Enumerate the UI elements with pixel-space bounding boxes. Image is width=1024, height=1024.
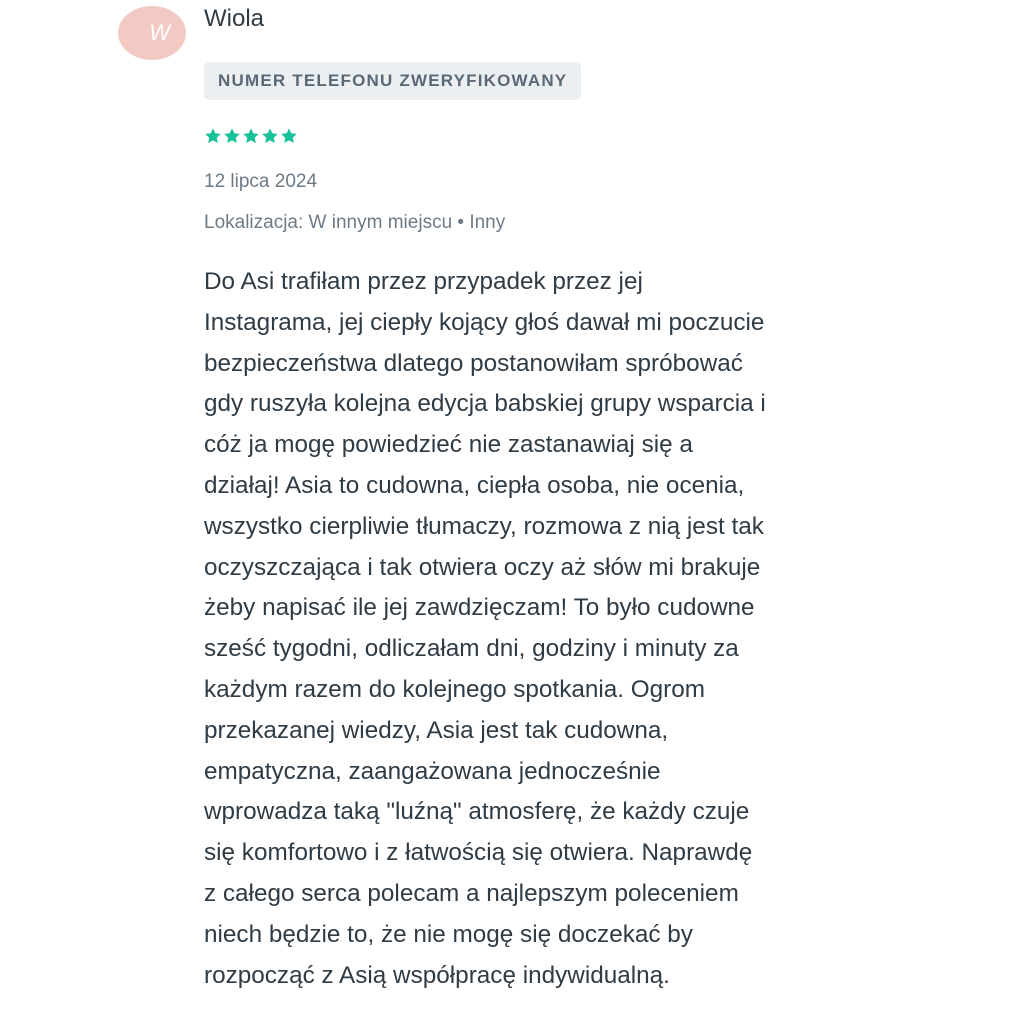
review-date: 12 lipca 2024 xyxy=(204,171,318,192)
review-author: Wiola xyxy=(204,5,265,32)
review-location: Lokalizacja: W innym miejscu • Inny xyxy=(204,212,506,233)
avatar xyxy=(118,6,186,60)
review-body-line: gdy ruszyła kolejna edycja babskiej grupy wsparcia i xyxy=(204,390,766,418)
review-body-line: wszystko cierpliwie tłumaczy, rozmowa z nią jest tak xyxy=(204,512,764,540)
avatar-initial: W xyxy=(149,20,170,45)
star-icon xyxy=(261,127,279,145)
star-icon xyxy=(280,127,298,145)
review-body-line: niech będzie to, że nie mogę się doczekać by xyxy=(204,920,693,948)
review-body-line: Instagrama, jej ciepły kojący głoś dawał mi poczucie xyxy=(204,308,765,336)
review-body-line: empatyczna, zaangażowana jednocześnie xyxy=(204,757,661,785)
star-rating xyxy=(204,127,298,145)
review-body-line: się komfortowo i z łatwością się otwiera. Naprawdę xyxy=(204,839,753,867)
verified-phone-badge: NUMER TELEFONU ZWERYFIKOWANY xyxy=(204,62,581,100)
review-body-line: cóż ja mogę powiedzieć nie zastanawiaj się a xyxy=(204,431,693,459)
star-icon xyxy=(223,127,241,145)
star-icon xyxy=(242,127,260,145)
review-body-line: przekazanej wiedzy, Asia jest tak cudowna, xyxy=(204,716,669,744)
review-body-line: oczyszczająca i tak otwiera oczy aż słów mi brakuje xyxy=(204,553,761,581)
review-body xyxy=(204,262,884,996)
review-body-line: każdym razem do kolejnego spotkania. Ogrom xyxy=(204,675,706,703)
review-body-line: z całego serca polecam a najlepszym poleceniem xyxy=(204,879,739,907)
review-body-line: działaj! Asia to cudowna, ciepła osoba, nie ocenia, xyxy=(204,471,745,499)
review-body-line: wprowadza taką "luźną" atmosferę, że każdy czuje xyxy=(204,798,750,826)
review-body-line: Do Asi trafiłam przez przypadek przez jej xyxy=(204,268,643,295)
review-body-line: bezpieczeństwa dlatego postanowiłam spróbować xyxy=(204,349,743,377)
review-body-line: rozpocząć z Asią współpracę indywidualną. xyxy=(204,961,670,989)
review-body-line: żeby napisać ile jej zawdzięczam! To było cudowne xyxy=(204,594,755,622)
review-body-line: sześć tygodni, odliczałam dni, godziny i minuty za xyxy=(204,635,739,663)
star-icon xyxy=(204,127,222,145)
